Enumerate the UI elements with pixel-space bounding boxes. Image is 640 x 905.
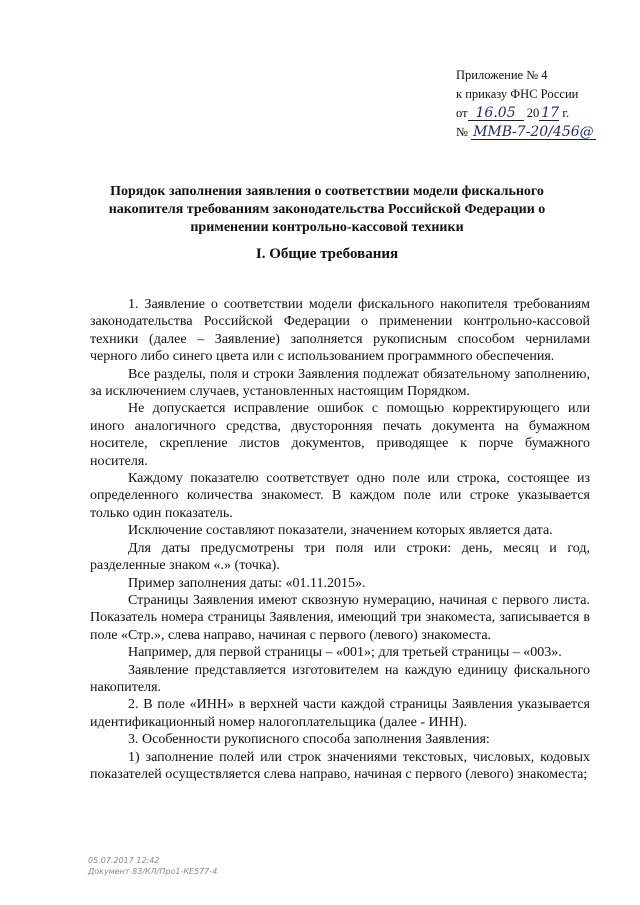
document-body (90, 296, 590, 783)
annex-line-1: Приложение № 4 (456, 68, 548, 82)
section-heading: I. Общие требования (255, 246, 399, 262)
footer-stamp (88, 855, 217, 877)
handwritten-day-month: 16.05 (468, 106, 524, 121)
paragraph: 2. В поле «ИНН» в верхней части каждой страницы Заявления указывается идентификационный номер налогоплательщика (далее - ИНН). (90, 697, 590, 730)
footer-line-2: Документ 83/КЛ/Про1-КЕ577-4 (88, 867, 218, 876)
paragraph: 3. Особенности рукописного способа заполнения Заявления: (128, 732, 490, 748)
paragraph: Пример заполнения даты: «01.11.2015». (128, 575, 366, 591)
paragraph: 1. Заявление о соответствии модели фискального накопителя требованиям законодательства Российской Федерации о применении контрольно-кассовой техники (далее – Заявление) заполняется рукописным способом чернилами черного либо синего цвета или с использованием программного обеспечения. (90, 297, 590, 365)
paragraph: 1) заполнение полей или строк значениями текстовых, числовых, кодовых показателей осуществляется слева направо, начиная с первого (левого) знакоместа; (90, 749, 590, 782)
paragraph: Все разделы, поля и строки Заявления подлежат обязательному заполнению, за исключением случаев, установленных настоящим Порядком. (90, 366, 590, 400)
annex-number (456, 123, 596, 142)
annex-date (456, 104, 596, 123)
paragraph: Заявление представляется изготовителем на каждую единицу фискального накопителя. (90, 662, 590, 695)
paragraph: Исключение составляют показатели, значением которых является дата. (128, 523, 553, 539)
paragraph: Каждому показателю соответствует одно поле или строка, состоящее из определенного количества знакомест. В каждом поле или строке указывается только один показатель. (90, 471, 590, 521)
paragraph: Для даты предусмотрены три поля или строки: день, месяц и год, разделенные знаком «.» (точка). (90, 540, 590, 574)
annex-line-2: к приказу ФНС России (456, 87, 579, 101)
date-suffix: г. (562, 106, 570, 120)
paragraph: Не допускается исправление ошибок с помощью корректирующего или иного аналогичного средства, двусторонняя печать документа на бумажном носителе, скрепление листов документов, приводящее к порче бумажного носителя. (90, 401, 590, 469)
paragraph: Например, для первой страницы – «001»; для третьей страницы – «003». (128, 645, 562, 661)
handwritten-year: 17 (541, 105, 560, 121)
date-year-prefix: 20 (526, 106, 540, 120)
annex-block (456, 66, 596, 142)
date-prefix: от (456, 106, 468, 120)
number-prefix: № (456, 125, 468, 139)
document-title: Порядок заполнения заявления о соответствии модели фискального накопителя требованиям законодательства Российской Федерации о применении контрольно-кассовой техники (108, 184, 546, 235)
handwritten-order-number: ММВ-7-20/456@ (473, 124, 594, 140)
footer-line-1: 05.07.2017 12:42 (88, 856, 160, 865)
paragraph: Страницы Заявления имеют сквозную нумерацию, начиная с первого листа. Показатель номера страницы Заявления, имеющий три знакоместа, записывается в поле «Стр.», слева направо, начиная с первого (левого) знакоместа. (90, 592, 590, 643)
